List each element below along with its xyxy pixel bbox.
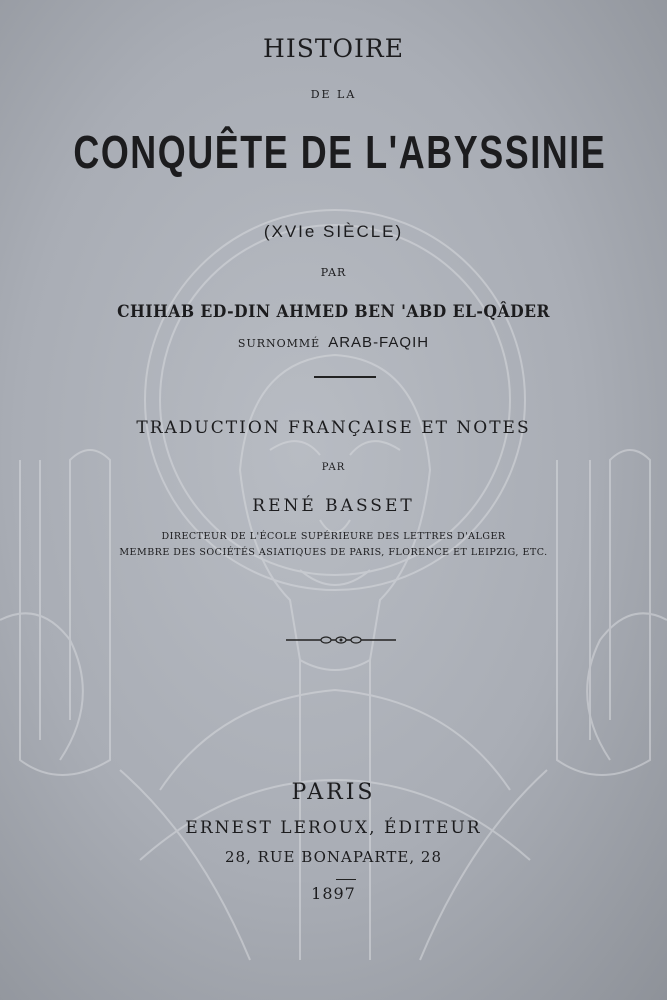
publication-year: 1897 bbox=[311, 884, 356, 903]
author-surname-line bbox=[0, 334, 667, 352]
ornament-divider-icon bbox=[286, 632, 396, 648]
par-label: PAR bbox=[320, 266, 347, 279]
year-rule bbox=[336, 879, 356, 880]
translation-note: TRADUCTION FRANÇAISE ET NOTES bbox=[136, 418, 531, 438]
surname-label: SURNOMMÉ bbox=[237, 337, 321, 350]
title-top: HISTOIRE bbox=[263, 34, 404, 63]
surname-value: ARAB-FAQIH bbox=[328, 334, 430, 351]
translator-affiliation-1: DIRECTEUR DE L'ÉCOLE SUPÉRIEURE DES LETTRES D'ALGER bbox=[161, 531, 506, 542]
century-label: (XVIe SIÈCLE) bbox=[263, 222, 404, 241]
main-title: CONQUÊTE DE L'ABYSSINIE bbox=[73, 126, 607, 178]
translator-name: RENÉ BASSET bbox=[252, 496, 415, 516]
publisher-name: ERNEST LEROUX, ÉDITEUR bbox=[185, 818, 482, 838]
publisher-address: 28, RUE BONAPARTE, 28 bbox=[225, 848, 442, 866]
subtitle-de-la: DE LA bbox=[310, 88, 357, 101]
publication-city: PARIS bbox=[291, 780, 376, 805]
translator-affiliation-2: MEMBRE DES SOCIÉTÉS ASIATIQUES DE PARIS, FLORENCE ET LEIPZIG, ETC. bbox=[119, 547, 548, 558]
author-name: CHIHAB ED-DIN AHMED BEN 'ABD EL-QÂDER bbox=[117, 302, 550, 322]
par-label-2: PAR bbox=[321, 462, 346, 473]
divider-rule bbox=[314, 376, 376, 378]
